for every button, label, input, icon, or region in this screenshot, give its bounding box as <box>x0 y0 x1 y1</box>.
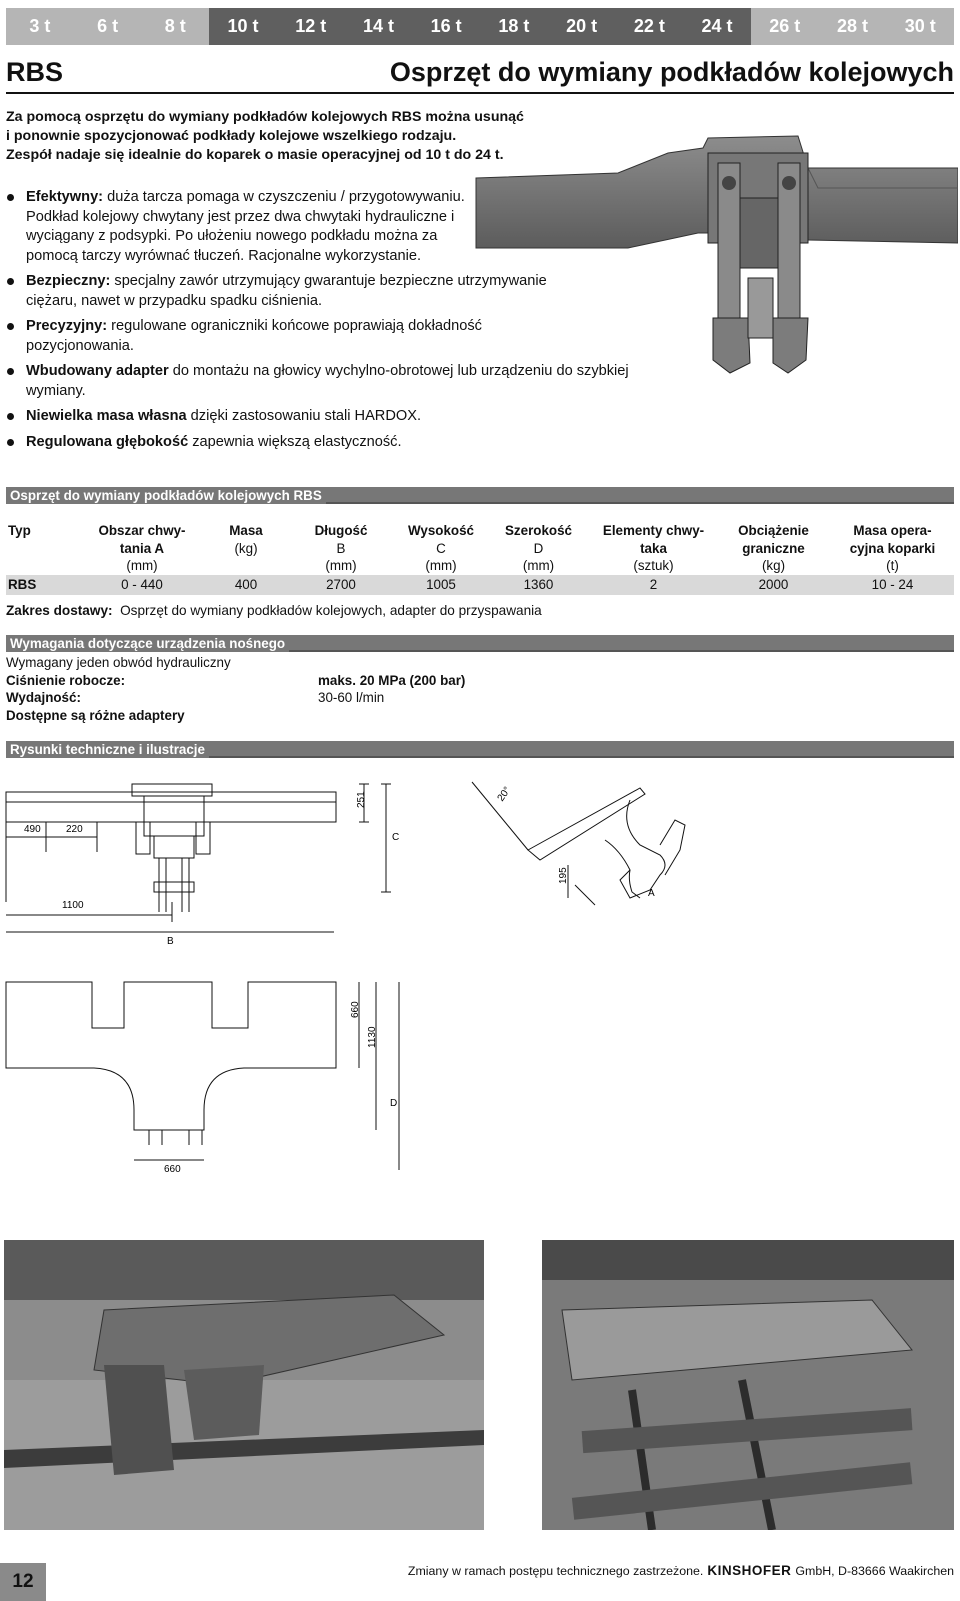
col-header: Szerokość D (mm) <box>505 523 572 573</box>
front-view-drawing <box>4 782 404 952</box>
section-header-table <box>6 487 954 504</box>
col-header: Obszar chwy- tania A (mm) <box>98 523 186 573</box>
tonnage-cell: 24 t <box>683 8 751 45</box>
table-cell: 0 - 440 <box>78 575 206 595</box>
bullet-icon <box>7 368 14 375</box>
tonnage-cell: 12 t <box>277 8 345 45</box>
requirement-value: maks. 20 MPa (200 bar) <box>318 672 466 688</box>
product-code: RBS <box>6 57 64 87</box>
section-header-requirements <box>6 635 954 652</box>
tonnage-cell: 14 t <box>345 8 413 45</box>
requirement-label: Ciśnienie robocze: <box>6 672 126 688</box>
col-header: Długość B (mm) <box>314 523 368 573</box>
feature-text: zapewnia większą elastyczność. <box>188 433 402 450</box>
tonnage-cell: 30 t <box>886 8 954 45</box>
feature-text: do montażu na głowicy wychylno-obrotowej lub urządzeniu do szybkiej wymiany. <box>26 363 629 399</box>
tonnage-cell: 20 t <box>548 8 616 45</box>
site-photo-left <box>4 1240 484 1530</box>
feature-text: regulowane ograniczniki końcowe poprawiają dokładność pozycjonowania. <box>26 318 482 354</box>
col-header: Masa opera- cyjna koparki (t) <box>849 523 936 573</box>
feature-text: specjalny zawór utrzymujący gwarantuje bezpieczne utrzymywanie ciężaru, nawet w przypadku spadku ciśnienia. <box>26 273 547 309</box>
col-header: Typ <box>8 523 31 538</box>
table-header-row <box>6 520 954 575</box>
feature-item <box>6 407 646 427</box>
tonnage-cell: 22 t <box>615 8 683 45</box>
feature-item <box>6 362 646 401</box>
footer <box>408 1563 954 1578</box>
dimension-label: 251 <box>356 791 367 808</box>
intro-line: Za pomocą osprzętu do wymiany podkładów kolejowych RBS można usunąć <box>6 109 524 125</box>
requirement-text: Wymagany jeden obwód hydrauliczny <box>6 655 231 670</box>
angle-label: 20° <box>495 784 514 804</box>
top-view-drawing <box>4 980 404 1175</box>
bullet-icon <box>7 413 14 420</box>
requirement-label: Wydajność: <box>6 690 81 705</box>
bullet-icon <box>7 323 14 330</box>
side-view-drawing <box>470 780 730 920</box>
tonnage-cell: 6 t <box>74 8 142 45</box>
requirement-row <box>6 672 606 690</box>
footer-note: Zmiany w ramach postępu technicznego zastrzeżone. <box>407 1563 704 1578</box>
table-cell: 1005 <box>396 575 486 595</box>
dimension-label: 195 <box>558 867 569 884</box>
delivery-scope <box>6 603 542 618</box>
feature-title: Niewielka masa własna <box>26 408 187 424</box>
section-title: Osprzęt do wymiany podkładów kolejowych RBS <box>6 487 326 504</box>
table-cell: 10 - 24 <box>831 575 954 595</box>
section-title: Wymagania dotyczące urządzenia nośnego <box>6 635 289 652</box>
tonnage-cell: 26 t <box>751 8 819 45</box>
requirement-row <box>6 689 606 707</box>
feature-item <box>6 272 646 311</box>
requirement-text: Dostępne są różne adaptery <box>6 707 185 723</box>
col-header: Elementy chwy- taka (sztuk) <box>602 523 705 573</box>
col-header: Wysokość C (mm) <box>408 523 474 573</box>
table-cell: 2700 <box>286 575 396 595</box>
bullet-icon <box>7 439 14 446</box>
intro-line: i ponownie spozycjonować podkłady kolejowe wszelkiego rodzaju. <box>6 128 457 144</box>
section-header-drawings <box>6 741 954 758</box>
intro-line: Zespół nadaje się idealnie do koparek o masie operacyjnej od 10 t do 24 t. <box>6 147 504 163</box>
feature-title: Regulowana głębokość <box>26 433 189 450</box>
dimension-label: 1130 <box>367 1026 378 1048</box>
dimension-label: C <box>392 832 400 843</box>
feature-text: duża tarcza pomaga w czyszczeniu / przygotowywaniu. Podkład kolejowy chwytany jest przez dwa chwytaki hydrauliczne i wyciągany z podsypki. Po ułożeniu nowego podkładu można za pomocą tarczy wyrównać tłuczeń. Racjonalne wykorzystanie. <box>26 189 465 264</box>
delivery-text: Osprzęt do wymiany podkładów kolejowych, adapter do przyspawania <box>120 603 542 618</box>
table-cell: 1360 <box>486 575 591 595</box>
requirement-value: 30-60 l/min <box>318 690 385 705</box>
table-cell: 400 <box>206 575 286 595</box>
col-header: Masa (kg) <box>229 523 263 556</box>
feature-title: Wbudowany adapter <box>26 363 169 379</box>
bullet-icon <box>7 194 14 201</box>
tonnage-cell: 3 t <box>6 8 74 45</box>
page-number: 12 <box>0 1563 46 1601</box>
dimension-label: D <box>390 1098 398 1109</box>
feature-title: Precyzyjny: <box>26 318 108 334</box>
feature-title: Bezpieczny: <box>26 273 111 289</box>
bullet-icon <box>7 278 14 285</box>
table-row <box>6 575 954 595</box>
feature-list <box>6 188 646 458</box>
tonnage-cell: 8 t <box>141 8 209 45</box>
table-cell: 2 <box>591 575 716 595</box>
dimension-label: A <box>648 888 655 899</box>
footer-company: GmbH, D-83666 Waakirchen <box>795 1563 954 1578</box>
delivery-label: Zakres dostawy: <box>6 603 113 618</box>
feature-item <box>6 433 646 453</box>
feature-item <box>6 188 646 266</box>
col-header: Obciążenie graniczne (kg) <box>738 523 809 573</box>
site-photo-right <box>542 1240 954 1530</box>
feature-text: dzięki zastosowaniu stali HARDOX. <box>186 408 422 424</box>
table-cell: 2000 <box>716 575 831 595</box>
dimension-label: 660 <box>350 1001 361 1018</box>
page-title: Osprzęt do wymiany podkładów kolejowych <box>389 57 954 87</box>
section-title: Rysunki techniczne i ilustracje <box>6 741 209 758</box>
spec-table <box>6 520 954 595</box>
tonnage-cell: 16 t <box>412 8 480 45</box>
feature-item <box>6 317 646 356</box>
tonnage-cell: 10 t <box>209 8 277 45</box>
dimension-label: B <box>167 936 174 947</box>
tonnage-cell: 18 t <box>480 8 548 45</box>
dimension-label: 1100 <box>62 900 84 911</box>
tonnage-cell: 28 t <box>819 8 887 45</box>
requirements-block <box>6 654 606 724</box>
table-cell: RBS <box>6 575 78 595</box>
title-divider <box>6 92 954 94</box>
dimension-label: 660 <box>164 1164 181 1175</box>
dimension-label: 490 <box>24 824 41 835</box>
brand-logo: KINSHOFER <box>707 1563 792 1578</box>
dimension-label: 220 <box>66 824 83 835</box>
feature-title: Efektywny: <box>26 189 104 205</box>
tonnage-bar <box>6 8 954 45</box>
